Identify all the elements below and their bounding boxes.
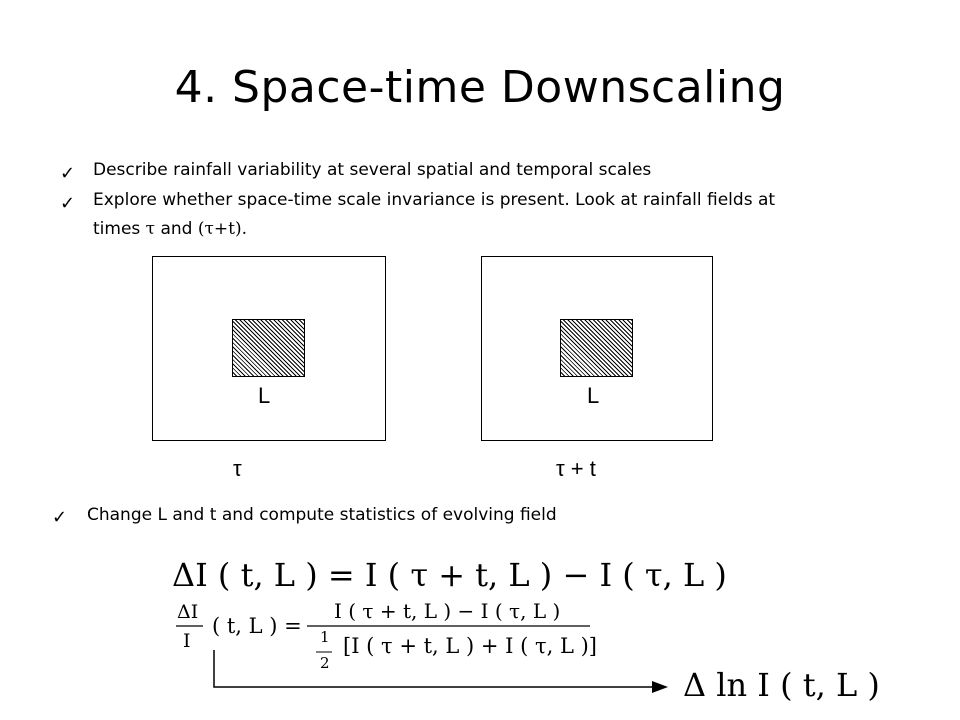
bullet-2-and-text: and (155, 219, 198, 239)
eq2-lhs-numerator: ΔI (177, 601, 199, 623)
eq2-half-denominator: 2 (320, 654, 330, 672)
bullet-2: Explore whether space-time scale invariance is present. Look at rainfall fields at (93, 190, 776, 210)
tau-plus-t-expression: (τ+t). (197, 219, 248, 239)
eq2-denominator: [I ( τ + t, L ) + I ( τ, L )] (343, 634, 597, 658)
eq2-half-numerator: 1 (320, 628, 330, 646)
bullet-3: Change L and t and compute statistics of evolving field (87, 505, 557, 525)
eq2-lhs-arguments: ( t, L ) = (212, 614, 302, 638)
box-label-L-right: L (587, 383, 600, 408)
bullet-1: Describe rainfall variability at several spatial and temporal scales (93, 160, 652, 180)
bullet-2-times-text: times (93, 219, 146, 239)
time-label-tau: τ (233, 456, 242, 481)
equation-delta-I: ΔI ( t, L ) = I ( τ + t, L ) − I ( τ, L ) (172, 556, 727, 594)
check-icon: ✓ (52, 507, 68, 528)
check-icon: ✓ (60, 193, 76, 214)
slide-title: 4. Space-time Downscaling (174, 62, 786, 113)
equation-delta-ln-I: Δ ln I ( t, L ) (683, 666, 880, 704)
eq2-numerator: I ( τ + t, L ) − I ( τ, L ) (334, 599, 561, 623)
eq2-lhs-denominator: I (183, 630, 191, 652)
box-label-L-left: L (258, 383, 271, 408)
arrow-head-icon (652, 681, 668, 693)
check-icon: ✓ (60, 163, 76, 184)
arrow-line (214, 650, 654, 687)
tau-symbol: τ (145, 219, 156, 239)
time-label-tau-plus-t: τ + t (556, 456, 596, 481)
